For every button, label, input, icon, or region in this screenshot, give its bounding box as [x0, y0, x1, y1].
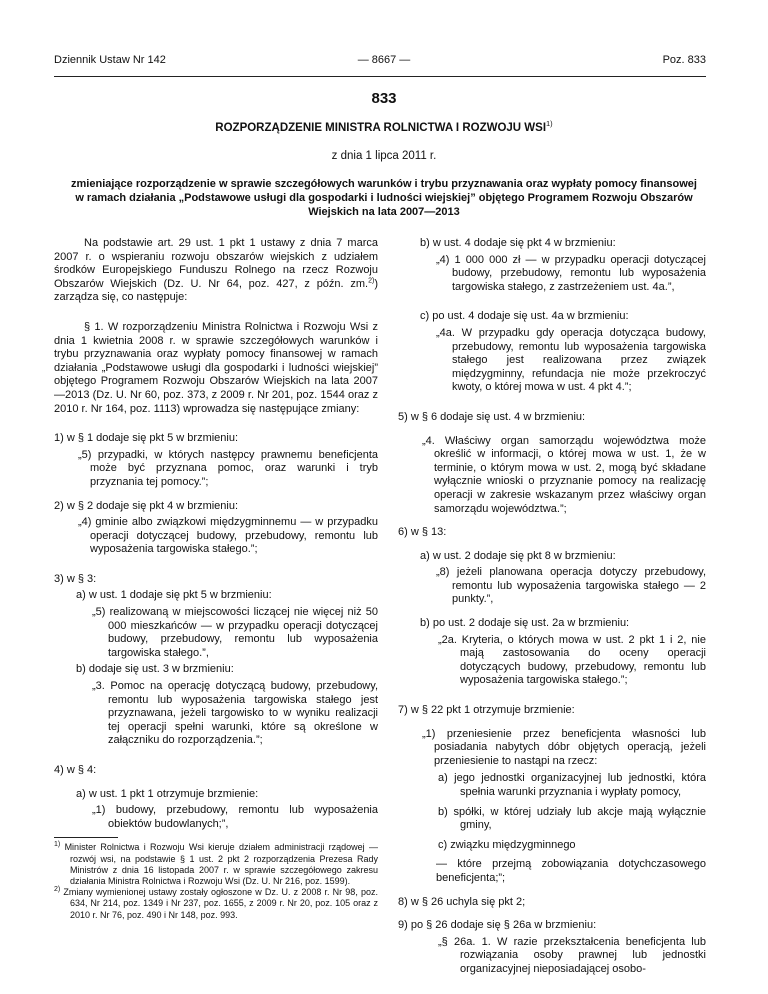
- item-3b-quote: „3. Pomoc na operację dotyczącą budowy, przebudowy, remontu lub wyposażenia targowiska stałego jest przyznawana, jeżeli targowisko to w wyniku realizacji tej operacji spełni warunki, które są określone w załączniku do rozporządzenia.”;: [92, 680, 378, 747]
- item-6b-quote: „2a. Kryteria, o których mowa w ust. 2 pkt 1 i 2, nie mają zastosowania do oceny operacji dotyczących budowy, przebudowy, remontu lub wyposażenia targowiska stałego.”;: [438, 633, 706, 687]
- item-1: 1) w § 1 dodaje się pkt 5 w brzmieniu:: [54, 432, 239, 445]
- item-3a: a) w ust. 1 dodaje się pkt 5 w brzmieniu:: [76, 589, 272, 602]
- item-4b-quote: „4) 1 000 000 zł — w przypadku operacji dotyczącej budowy, przebudowy, remontu lub wyposażenia targowiska stałego, z zastrzeżeniem ust. 4a.”,: [436, 253, 706, 293]
- footnote-rule: [54, 837, 118, 838]
- intro-text-a: Na podstawie art. 29 ust. 1 pkt 1 ustawy z dnia 7 marca 2007 r. o wspieraniu rozwoju obszarów wiejskich z udziałem środków Europejskiego Funduszu Rolnego na rzecz Rozwoju Obszarów Wiejskich (Dz. U. Nr 64, poz. 427, z późn. zm.: [54, 237, 378, 290]
- item-5-quote: „4. Właściwy organ samorządu województwa może określić w informacji, o której mowa w ust. 1, że w terminie, o którym mowa w ust. 2, mogą być składane wyłącznie wnioski o przyznanie pomocy na realizację operacji w zakresie wskazanym przez właściwy organ samorządu województwa.”;: [422, 434, 706, 515]
- footnote-2: [54, 887, 378, 921]
- item-6a-quote: „8) jeżeli planowana operacja dotyczy przebudowy, remontu lub wyposażenia targowiska stałego — 2 punkty.”,: [436, 566, 706, 606]
- act-title-text: ROZPORZĄDZENIE MINISTRA ROLNICTWA I ROZWOJU WSI: [215, 122, 547, 134]
- item-6b: b) po ust. 2 dodaje się ust. 2a w brzmieniu:: [420, 617, 630, 630]
- item-4a: a) w ust. 1 pkt 1 otrzymuje brzmienie:: [76, 787, 259, 800]
- item-7: 7) w § 22 pkt 1 otrzymuje brzmienie:: [398, 704, 575, 717]
- item-9-quote: „§ 26a. 1. W razie przekształcenia beneficjenta lub rozwiązania osoby prawnej lub jednostki organizacyjnej nieposiadającej osobo-: [438, 935, 706, 975]
- item-2-quote: „4) gminie albo związkowi międzygminnemu — w przypadku operacji dotyczącej budowy, przebudowy, remontu lub wyposażenia targowiska stałego.”;: [78, 516, 378, 556]
- footnote-2-text: Zmiany wymienionej ustawy zostały ogłoszone w Dz. U. z 2008 r. Nr 98, poz. 634, Nr 214, poz. 1349 i Nr 237, poz. 1655, z 2009 r. Nr 20, poz. 105 oraz z 2010 r. Nr 76, poz. 490 i Nr 148, poz. 993.: [63, 887, 378, 920]
- intro-footnote-mark: 2): [368, 277, 375, 285]
- item-7-end: — które przejmą zobowiązania dotychczasowego beneficjenta;”;: [436, 858, 706, 884]
- item-6: 6) w § 13:: [398, 526, 447, 539]
- right-column: [398, 237, 706, 987]
- item-4b: b) w ust. 4 dodaje się pkt 4 w brzmieniu:: [420, 237, 616, 249]
- act-title: [0, 119, 768, 134]
- item-3a-quote: „5) realizowaną w miejscowości liczącej nie więcej niż 50 000 mieszkańców — w przypadku operacji dotyczącej budowy, przebudowy, remontu lub wyposażenia targowiska stałego.”,: [92, 606, 378, 659]
- footnote-2-mark: 2): [54, 886, 61, 894]
- footnote-1-mark: 1): [54, 841, 61, 849]
- item-3b: b) dodaje się ust. 3 w brzmieniu:: [76, 663, 234, 676]
- position-number: Poz. 833: [662, 54, 706, 66]
- item-1-quote: „5) przypadki, w których następcy prawnemu beneficjenta może być przyznana pomoc, oraz warunki i tryb przyznania tej pomocy.”;: [78, 448, 378, 488]
- page-number: — 8667 —: [357, 54, 411, 66]
- item-8: 8) w § 26 uchyla się pkt 2;: [398, 895, 526, 908]
- item-3: 3) w § 3:: [54, 572, 97, 585]
- intro-text-b: ) zarządza się, co następuje:: [54, 277, 378, 304]
- act-number: 833: [371, 90, 397, 107]
- item-4: 4) w § 4:: [54, 764, 97, 776]
- act-subtitle: zmieniające rozporządzenie w sprawie szczegółowych warunków i trybu przyznawania oraz wypłaty pomocy finansowej w ramach działania „Podstawowe usługi dla gospodarki i ludności wiejskiej” objętego Programem Rozwoju Obszarów Wiejskich na lata 2007—2013: [71, 178, 697, 218]
- footnote-1-text: Minister Rolnictwa i Rozwoju Wsi kieruje działem administracji rządowej — rozwój wsi, na podstawie § 1 ust. 2 pkt 2 rozporządzenia Prezesa Rady Ministrów z dnia 16 listopada 2007 r. w sprawie szczegółowego zakresu działania Ministra Rolnictwa i Rozwoju Wsi (Dz. U. Nr 216, poz. 1599).: [64, 842, 378, 886]
- item-7-c: c) związku międzygminnego: [438, 838, 576, 851]
- item-2: 2) w § 2 dodaje się pkt 4 w brzmieniu:: [54, 499, 239, 512]
- footnote-1: [54, 842, 378, 887]
- item-5: 5) w § 6 dodaje się ust. 4 w brzmieniu:: [398, 410, 586, 423]
- header-rule: [54, 76, 706, 77]
- item-4c: c) po ust. 4 dodaje się ust. 4a w brzmieniu:: [420, 310, 629, 323]
- act-title-footnote-mark: 1): [546, 119, 553, 129]
- intro-paragraph: [54, 237, 378, 305]
- paragraph-1: § 1. W rozporządzeniu Ministra Rolnictwa i Rozwoju Wsi z dnia 1 kwietnia 2008 r. w sprawie szczegółowych warunków i trybu przyznawania oraz wypłaty pomocy finansowej w ramach działania „Podstawowe usługi dla gospodarki i ludności wiejskiej” objętego Programem Rozwoju Obszarów Wiejskich na lata 2007—2013 (Dz. U. Nr 60, poz. 373, z 2009 r. Nr 201, poz. 1544 oraz z 2010 r. Nr 164, poz. 1113) wprowadza się następujące zmiany:: [54, 320, 378, 415]
- item-7-a: a) jego jednostki organizacyjnej lub jednostki, która spełnia warunki przyznania i wypłaty pomocy,: [438, 772, 706, 798]
- left-column: [54, 237, 378, 921]
- item-9: 9) po § 26 dodaje się § 26a w brzmieniu:: [398, 919, 597, 932]
- item-7-quote: „1) przeniesienie przez beneficjenta własności lub posiadania nabytych dóbr objętych operacją, jeżeli przeniesienie to nastąpi na rzecz:: [422, 727, 706, 767]
- item-4a-quote: „1) budowy, przebudowy, remontu lub wyposażenia obiektów budowlanych;”,: [92, 804, 378, 830]
- act-date: z dnia 1 lipca 2011 r.: [331, 150, 437, 162]
- journal-name: Dziennik Ustaw Nr 142: [54, 54, 166, 66]
- item-4c-quote: „4a. W przypadku gdy operacja dotycząca budowy, przebudowy, remontu lub wyposażenia targowiska stałego jest realizowana przez związek międzygminny, refundacja nie może przekroczyć kwoty, o której mowa w ust. 4 pkt 4.”;: [436, 326, 706, 394]
- item-6a: a) w ust. 2 dodaje się pkt 8 w brzmieniu:: [420, 549, 616, 562]
- item-7-b: b) spółki, w której udziały lub akcje mają wyłącznie gminy,: [438, 805, 706, 832]
